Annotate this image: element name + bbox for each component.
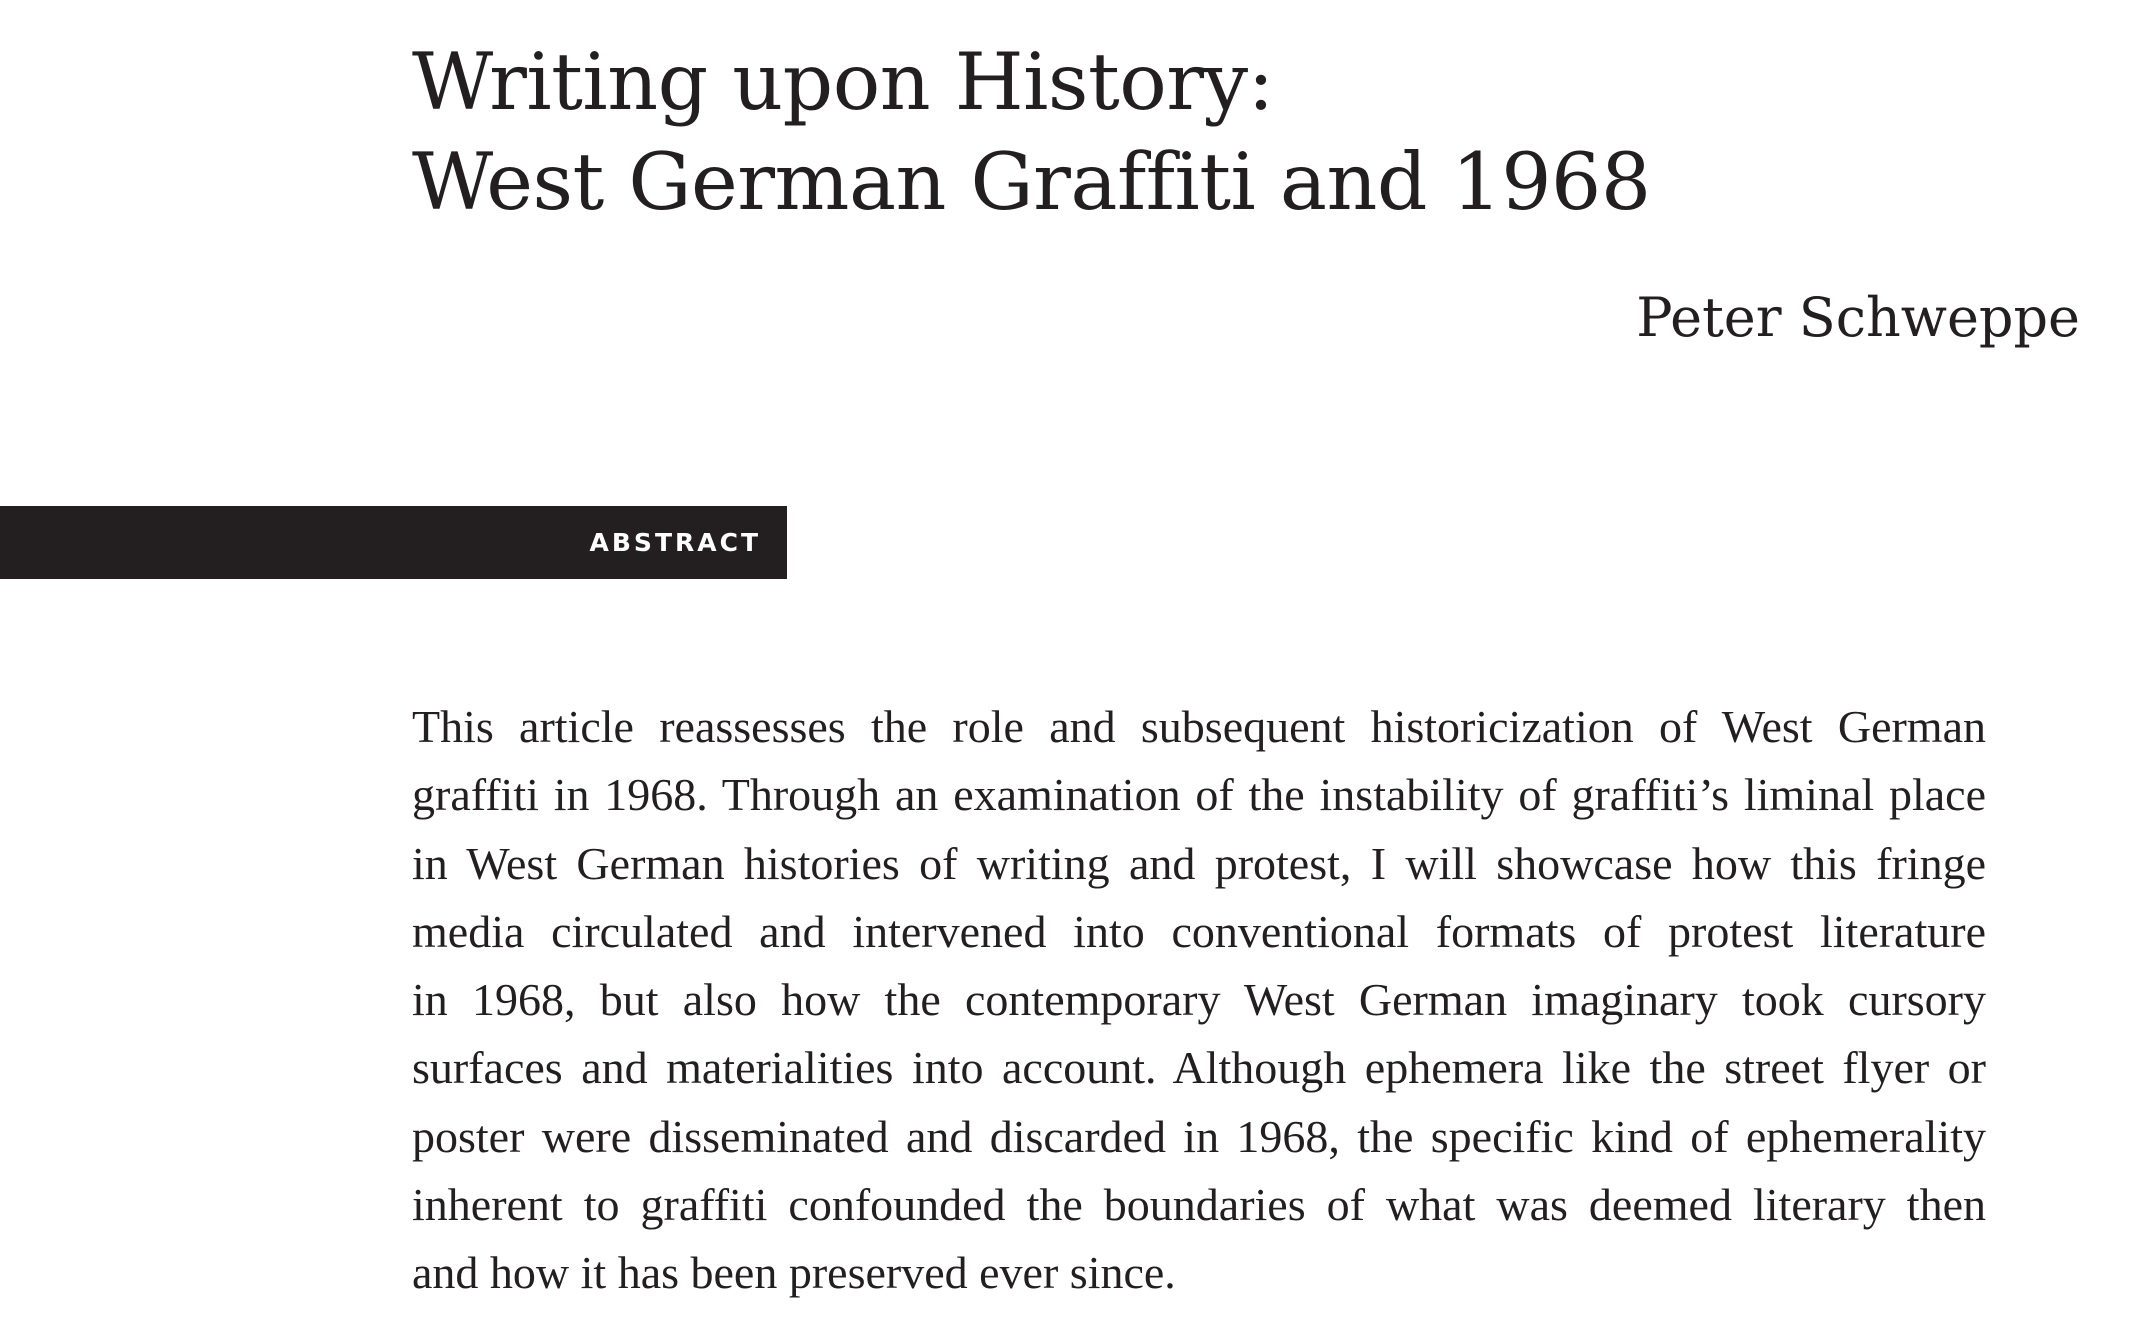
abstract-heading-bar [0, 506, 787, 579]
abstract-line: surfaces and materialities into account. Although ephemera like the street flyer or [412, 1042, 1986, 1094]
title-line-2: West German Graffiti and 1968 [412, 136, 1651, 228]
abstract-line: media circulated and intervened into conventional formats of protest literature [412, 905, 1986, 957]
abstract-heading-label: ABSTRACT [589, 528, 761, 557]
abstract-line: This article reassesses the role and subsequent historicization of West German [412, 701, 1986, 752]
article-title [412, 32, 2112, 232]
abstract-line: graffiti in 1968. Through an examination of the instability of graffiti’s liminal place [412, 769, 1986, 821]
abstract-line: poster were disseminated and discarded in 1968, the specific kind of ephemerality [412, 1110, 1986, 1162]
author-name: Peter Schweppe [1636, 286, 2080, 349]
abstract-line: in West German histories of writing and protest, I will showcase how this fringe [412, 837, 1986, 889]
abstract-line: in 1968, but also how the contemporary West German imaginary took cursory [412, 974, 1986, 1026]
abstract-line: inherent to graffiti confounded the boundaries of what was deemed literary then [412, 1179, 1986, 1231]
abstract-text [412, 693, 1986, 1308]
abstract-line: and how it has been preserved ever since. [412, 1247, 1176, 1299]
title-line-1: Writing upon History: [412, 36, 1274, 128]
